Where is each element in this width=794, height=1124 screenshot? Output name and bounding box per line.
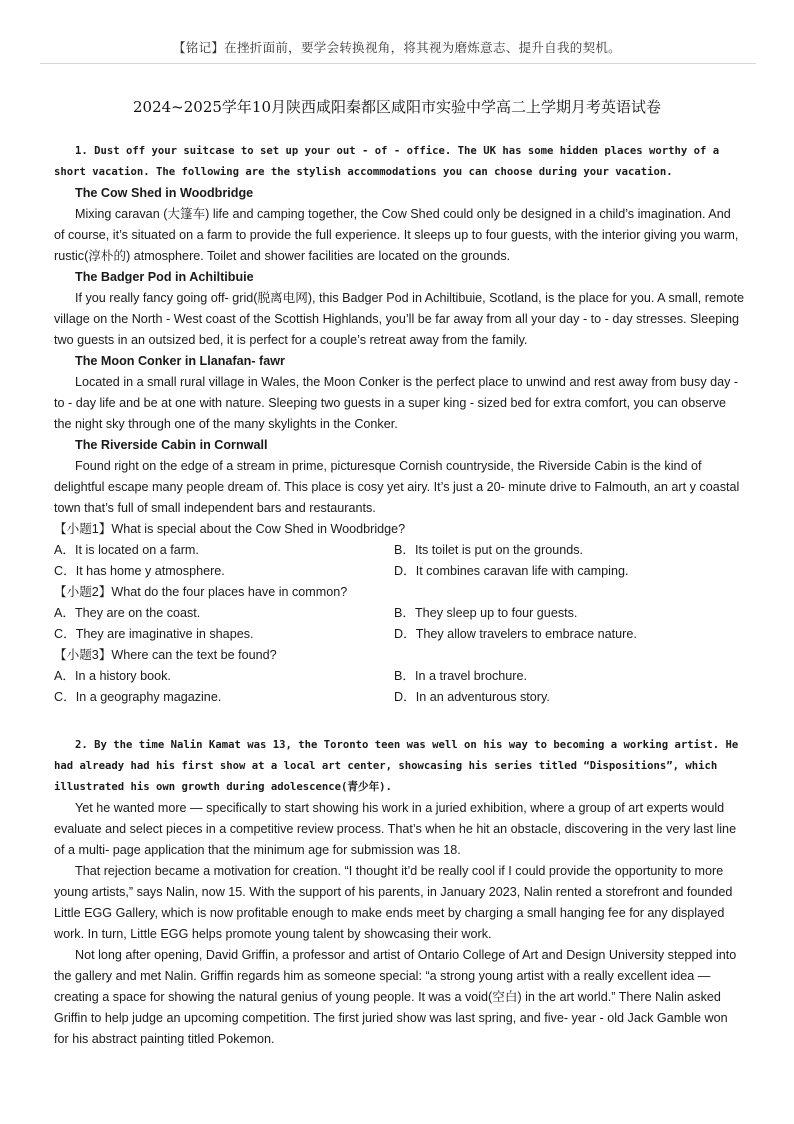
- option-d[interactable]: D．They allow travelers to embrace nature.: [394, 627, 637, 641]
- passage2-paragraph: Not long after opening, David Griffin, a professor and artist of Ontario College of Art and Design University stepped into the gallery and met Nalin. Griffin regards him as someone special: “a strong young artist with a really excellent idea — creating a space for showing the natural genius of young people. It was a void(空白) in the art world.” There Nalin asked Griffin to help judge an upcoming competition. The first juried show was last spring, and five- year - old Jack Gamble won for his abstract painting titled Pokemon.: [54, 948, 737, 1046]
- option-a[interactable]: A．It is located on a farm.: [54, 543, 199, 557]
- question-stem-2: 【小题2】What do the four places have in common?: [54, 585, 348, 599]
- options-row: [54, 666, 744, 687]
- document-body: [54, 141, 744, 1050]
- options-row: [54, 540, 744, 561]
- header-divider: [40, 63, 756, 64]
- passage2-paragraph: That rejection became a motivation for creation. “I thought it’d be really cool if I could provide the opportunity to more young artists,” says Nalin, now 15. With the support of his parents, in January 2023, Nalin rented a storefront and founded Little EGG Gallery, which is now profitable enough to make ends meet by charging a small hanging fee for any displayed work. In turn, Little EGG helps promote young talent by showcasing their work.: [54, 864, 733, 941]
- section-text: If you really fancy going off- grid(脱离电网), this Badger Pod in Achiltibuie, Scotland, is the place for you. A small, remote village on the North - West coast of the Scottish Highlands, you’ll be far away from all your day - to - day stresses. Sleeping two guests in an outsized bed, it is perfect for a couple’s retreat away from the family.: [54, 291, 744, 347]
- section-heading: The Badger Pod in Achiltibuie: [75, 270, 254, 284]
- document-title: 2024~2025学年10月陕西咸阳秦都区咸阳市实验中学高二上学期月考英语试卷: [132, 98, 661, 116]
- option-a[interactable]: A．In a history book.: [54, 669, 171, 683]
- option-c[interactable]: C．It has home y atmosphere.: [54, 564, 225, 578]
- option-c[interactable]: C．In a geography magazine.: [54, 690, 222, 704]
- option-a[interactable]: A．They are on the coast.: [54, 606, 201, 620]
- option-b[interactable]: B．Its toilet is put on the grounds.: [394, 543, 584, 557]
- option-b[interactable]: B．They sleep up to four guests.: [394, 606, 578, 620]
- passage2-intro: 2. By the time Nalin Kamat was 13, the Toronto teen was well on his way to becoming a working artist. He had already had his first show at a local art center, showcasing his series titled “Dispositions”, which illustrated his own growth during adolescence(青少年).: [54, 739, 739, 793]
- section-heading: The Cow Shed in Woodbridge: [75, 186, 254, 200]
- option-c[interactable]: C．They are imaginative in shapes.: [54, 627, 254, 641]
- options-row: [54, 624, 744, 645]
- section-heading: The Moon Conker in Llanafan- fawr: [75, 354, 285, 368]
- question-stem-1: 【小题1】What is special about the Cow Shed in Woodbridge?: [54, 522, 406, 536]
- passage2-paragraph: Yet he wanted more — specifically to start showing his work in a juried exhibition, where a group of art experts would evaluate and select pieces in a competitive review process. That’s when he hit an obstacle, discovering in the very last line of a multi- page application that the minimum age for submission was 18.: [54, 801, 737, 857]
- passage1-intro: 1. Dust off your suitcase to set up your out - of - office. The UK has some hidden places worthy of a short vacation. The following are the stylish accommodations you can choose during your vacation.: [54, 145, 720, 178]
- option-d[interactable]: D．It combines caravan life with camping.: [394, 564, 629, 578]
- options-row: [54, 687, 744, 708]
- section-spacer: [54, 708, 744, 735]
- options-row: [54, 561, 744, 582]
- question-stem-3: 【小题3】Where can the text be found?: [54, 648, 277, 662]
- section-text: Located in a small rural village in Wales, the Moon Conker is the perfect place to unwind and rest away from busy day - to - day life and be at one with nature. Sleeping two guests in a super king - sized bed for extra comfort, you can observe the night sky through one of the many skylights in the Conker.: [54, 375, 739, 431]
- options-row: [54, 603, 744, 624]
- page-motto: 【铭记】在挫折面前，要学会转换视角，将其视为磨炼意志、提升自我的契机。: [172, 40, 621, 55]
- section-text: Found right on the edge of a stream in prime, picturesque Cornish countryside, the Riverside Cabin is the kind of delightful escape many people dream of. This place is cosy yet airy. It’s just a 20- minute drive to Falmouth, an art y coastal town that’s full of small independent bars and restaurants.: [54, 459, 740, 515]
- section-text: Mixing caravan (大篷车) life and camping together, the Cow Shed could only be designed in a child’s imagination. And of course, it’s situated on a farm to provide the full experience. It sleeps up to four guests, with the interior giving you warm, rustic(淳朴的) atmosphere. Toilet and shower facilities are located on the grounds.: [54, 207, 739, 263]
- section-heading: The Riverside Cabin in Cornwall: [75, 438, 268, 452]
- option-b[interactable]: B．In a travel brochure.: [394, 669, 527, 683]
- option-d[interactable]: D．In an adventurous story.: [394, 690, 550, 704]
